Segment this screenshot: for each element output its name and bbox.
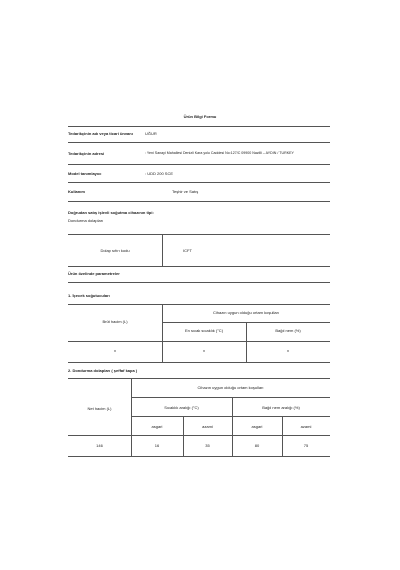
device-code-label: Dolap sıfırı kodu	[100, 248, 130, 253]
table-cell: x	[287, 348, 289, 353]
table-border	[68, 362, 330, 363]
device-code-value: ICFT	[183, 248, 192, 253]
table-border	[68, 378, 330, 379]
table-cell: x	[114, 348, 116, 353]
table-border	[131, 397, 330, 398]
divider	[68, 142, 330, 143]
supplier-name-label: Tedarikçinin adı veya ticari ünvanı	[68, 131, 133, 136]
table-cell: 16	[154, 443, 160, 448]
device-type-heading: Doğrudan satış işlevli soğutma cihazının tipi:	[68, 210, 154, 215]
supplier-address-value: : Yeni Sanayi Mahallesi Denizli Kara yolu Caddesi No:127/C 09900 Nazilli – AYDIN / TURKEY	[145, 151, 294, 155]
table-border	[282, 416, 283, 456]
table-cell: x	[203, 348, 205, 353]
form-title: Ürün Bilgi Formu	[183, 114, 217, 119]
conditions-header: Cihazın uygun olduğu ortam koşulları	[212, 310, 280, 315]
gross-volume-header: Brüt hacim (L)	[102, 319, 128, 324]
table-border	[131, 416, 330, 417]
divider	[68, 266, 330, 267]
net-volume-header: Net hacim (L)	[87, 406, 112, 411]
beverage-coolers-heading: 1. İçecek soğutucuları	[68, 293, 110, 298]
supplier-address-label: Tedarikçinin adresi	[68, 151, 105, 156]
params-heading: Ürün özelinde parametreler	[68, 271, 120, 276]
table-cell: 75	[303, 443, 309, 448]
divider	[68, 164, 330, 165]
divider	[162, 234, 163, 266]
divider	[68, 182, 330, 183]
divider	[68, 282, 330, 283]
ice-cream-heading: 2. Dondurma dolapları ( şeffaf kapa )	[68, 368, 138, 373]
usage-value: Teşhir ve Satış	[172, 189, 199, 194]
table-border	[68, 435, 330, 436]
table-border	[68, 456, 330, 457]
usage-label: Kullanım	[68, 189, 85, 194]
temp-min-header: asgari	[151, 424, 163, 429]
conditions-header: Cihazın uygun olduğu ortam koşulları	[197, 385, 264, 390]
divider	[68, 201, 330, 202]
table-cell: 80	[254, 443, 260, 448]
divider	[68, 234, 330, 235]
hum-min-header: asgari	[251, 424, 263, 429]
max-temp-header: En sıcak sıcaklık (°C)	[184, 328, 224, 333]
model-value: : UDD 200 SCE	[145, 171, 174, 176]
model-label: Model tanımlayıcı	[68, 171, 102, 176]
table-border	[183, 416, 184, 456]
temp-range-header: Sıcaklık aralığı (°C)	[164, 405, 199, 410]
divider	[68, 126, 330, 127]
table-border	[68, 341, 330, 342]
table-cell: 35	[205, 443, 210, 448]
table-border	[68, 304, 330, 305]
humidity-header: Bağıl nem (%)	[275, 328, 301, 333]
hum-max-header: azami	[300, 424, 312, 429]
humidity-range-header: Bağıl nem aralığı (%)	[262, 405, 300, 410]
device-type-subheading: Dondurma dolapları	[68, 218, 104, 223]
temp-max-header: azami	[202, 424, 213, 429]
supplier-name-value: UĞUR	[145, 131, 157, 136]
table-cell: 146	[96, 443, 103, 448]
